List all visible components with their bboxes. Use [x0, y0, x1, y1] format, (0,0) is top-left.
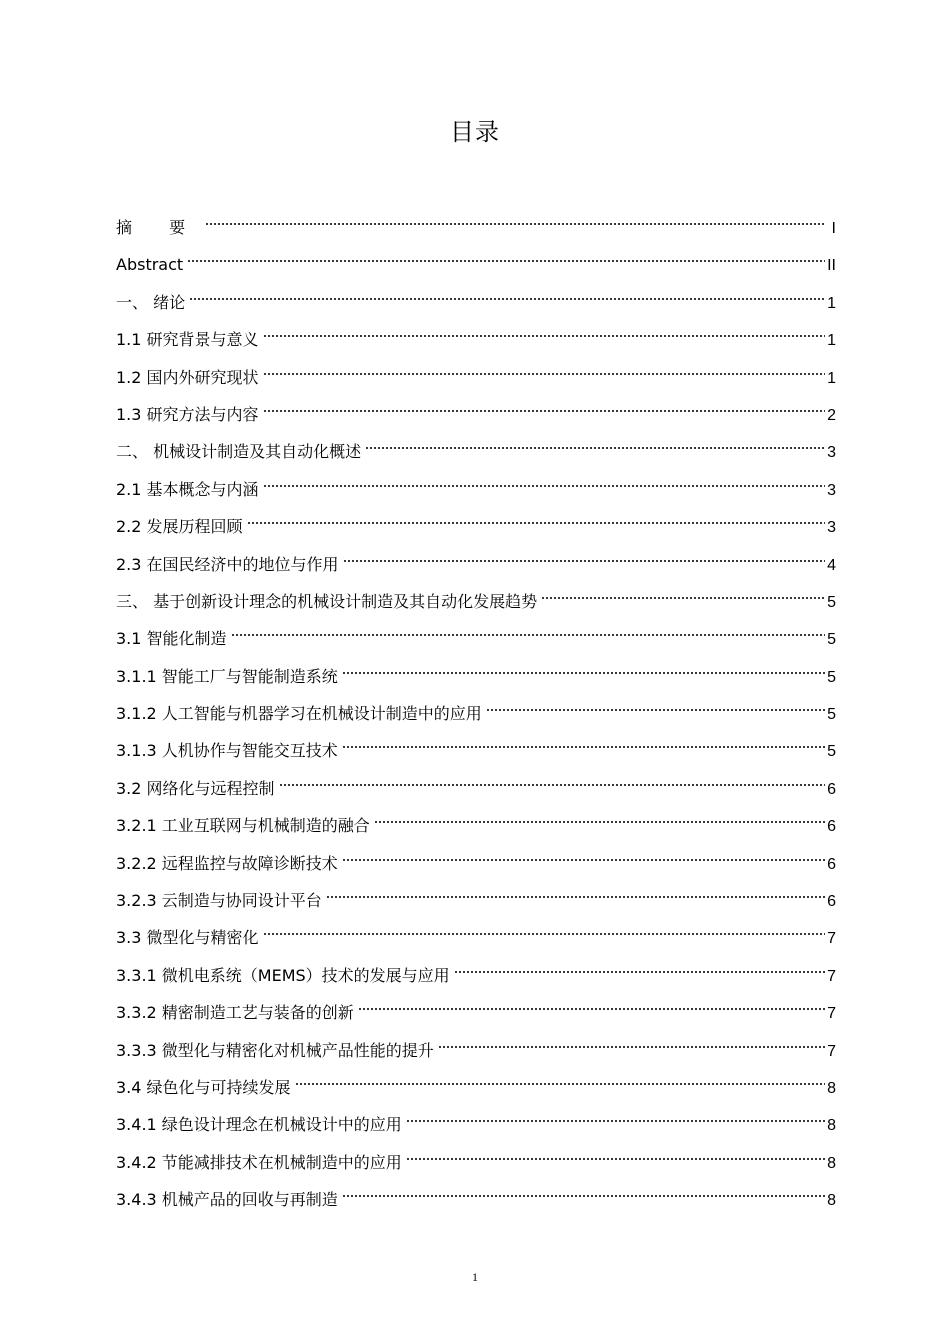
toc-entry[interactable] — [116, 957, 836, 994]
toc-entry-label: 3.2 网络化与远程控制 — [116, 778, 275, 798]
toc-entry-label: 1.3 研究方法与内容 — [116, 404, 259, 424]
toc-leader-dots — [231, 630, 826, 640]
toc-leader-dots — [342, 742, 825, 752]
toc-leader-dots — [343, 556, 826, 566]
toc-entry-label: 3.1.2 人工智能与机器学习在机械设计制造中的应用 — [116, 704, 482, 724]
toc-entry-page: 8 — [827, 1154, 836, 1172]
toc-entry-page: 5 — [827, 743, 836, 761]
toc-entry-page: 8 — [827, 1079, 836, 1097]
toc-entry[interactable] — [116, 770, 836, 807]
page-number: 1 — [472, 1270, 478, 1284]
toc-entry[interactable] — [116, 1106, 836, 1143]
toc-entry[interactable] — [116, 1181, 836, 1218]
toc-leader-dots — [263, 369, 826, 379]
toc-leader-dots — [263, 331, 826, 341]
toc-entry-label: 一、 绪论 — [116, 292, 186, 312]
toc-entry-label: 3.3.3 微型化与精密化对机械产品性能的提升 — [116, 1040, 434, 1060]
toc-entry-page: 5 — [827, 593, 836, 611]
toc-entry[interactable] — [116, 658, 836, 695]
toc-entry-label: 1.2 国内外研究现状 — [116, 367, 259, 387]
toc-leader-dots — [326, 892, 825, 902]
toc-entry-page: 1 — [827, 332, 836, 350]
toc-entry-page: 7 — [827, 930, 836, 948]
toc-entry[interactable] — [116, 620, 836, 657]
toc-entry-page: 8 — [827, 1192, 836, 1210]
toc-entry[interactable] — [116, 919, 836, 956]
toc-entry-page: 3 — [827, 519, 836, 537]
toc-leader-dots — [263, 929, 826, 939]
toc-entry[interactable] — [116, 807, 836, 844]
toc-leader-dots — [263, 481, 826, 491]
toc-entry[interactable] — [116, 433, 836, 470]
toc-entry[interactable] — [116, 1144, 836, 1181]
toc-entry-page: II — [827, 257, 836, 275]
toc-entry-page: 6 — [827, 818, 836, 836]
toc-entry[interactable] — [116, 359, 836, 396]
toc-entry-label: 2.2 发展历程回顾 — [116, 517, 243, 537]
toc-leader-dots — [541, 593, 825, 603]
toc-entry-page: 6 — [827, 893, 836, 911]
toc-entry-label: 三、 基于创新设计理念的机械设计制造及其自动化发展趋势 — [116, 591, 538, 611]
toc-leader-dots — [263, 406, 826, 416]
toc-entry-page: 4 — [827, 556, 836, 574]
toc-entry-label: 3.2.3 云制造与协同设计平台 — [116, 891, 322, 911]
toc-entry[interactable] — [116, 546, 836, 583]
toc-leader-dots — [438, 1042, 825, 1052]
toc-entry-label: 3.4 绿色化与可持续发展 — [116, 1077, 291, 1097]
toc-entry-label: 摘 要 — [116, 218, 202, 237]
toc-entry-page: 8 — [827, 1117, 836, 1135]
toc-entry-page: I — [831, 220, 836, 237]
toc-leader-dots — [247, 518, 826, 528]
toc-entry-page: 3 — [827, 481, 836, 499]
toc-leader-dots — [295, 1079, 826, 1089]
toc-leader-dots — [342, 855, 825, 865]
toc-entry-page: 5 — [827, 631, 836, 649]
toc-leader-dots — [279, 780, 826, 790]
toc-leader-dots — [486, 705, 825, 715]
toc-entry-label: 3.1.3 人机协作与智能交互技术 — [116, 741, 338, 761]
toc-entry-label: 3.1 智能化制造 — [116, 629, 227, 649]
toc-entry-label: 3.4.3 机械产品的回收与再制造 — [116, 1190, 338, 1210]
toc-entry-label: 2.1 基本概念与内涵 — [116, 479, 259, 499]
toc-entry[interactable] — [116, 845, 836, 882]
toc-entry[interactable] — [116, 1069, 836, 1106]
toc-entry-label: 二、 机械设计制造及其自动化概述 — [116, 442, 362, 462]
toc-entry-label: 3.4.1 绿色设计理念在机械设计中的应用 — [116, 1115, 402, 1135]
toc-entry[interactable] — [116, 209, 836, 246]
toc-entry-label: 2.3 在国民经济中的地位与作用 — [116, 554, 339, 574]
toc-leader-dots — [374, 817, 825, 827]
toc-entry[interactable] — [116, 246, 836, 283]
toc-entry[interactable] — [116, 882, 836, 919]
toc-entry-page: 1 — [827, 294, 836, 312]
toc-entry[interactable] — [116, 321, 836, 358]
toc-entry-page: 5 — [827, 706, 836, 724]
toc-entry[interactable] — [116, 284, 836, 321]
toc-entry[interactable] — [116, 695, 836, 732]
toc-entry-page: 1 — [827, 369, 836, 387]
toc-entry[interactable] — [116, 583, 836, 620]
toc-entry-page: 7 — [827, 1005, 836, 1023]
toc-entry-label: 3.2.2 远程监控与故障诊断技术 — [116, 853, 338, 873]
toc-entry-page: 6 — [827, 780, 836, 798]
toc-entry-label: 3.3.1 微机电系统（MEMS）技术的发展与应用 — [116, 965, 450, 985]
toc-leader-dots — [454, 967, 825, 977]
toc-entry-page: 7 — [827, 967, 836, 985]
toc-entry-label: 3.2.1 工业互联网与机械制造的融合 — [116, 816, 370, 836]
toc-leader-dots — [342, 1191, 825, 1201]
toc-entry-page: 3 — [827, 444, 836, 462]
toc-leader-dots — [365, 443, 825, 453]
toc-leader-dots — [358, 1004, 825, 1014]
toc-entry[interactable] — [116, 732, 836, 769]
toc-entry-page: 5 — [827, 668, 836, 686]
toc-leader-dots — [189, 294, 825, 304]
toc-entry-label: 3.4.2 节能减排技术在机械制造中的应用 — [116, 1152, 402, 1172]
toc-entry-label: 1.1 研究背景与意义 — [116, 330, 259, 350]
toc-entry-page: 2 — [827, 406, 836, 424]
toc-leader-dots — [406, 1154, 825, 1164]
toc-leader-dots — [187, 256, 825, 266]
page-title: 目录 — [450, 118, 500, 146]
toc-entry-page: 7 — [827, 1042, 836, 1060]
toc-entry[interactable] — [116, 396, 836, 433]
table-of-contents — [116, 209, 836, 1219]
toc-entry-label: 3.3.2 精密制造工艺与装备的创新 — [116, 1003, 354, 1023]
toc-entry[interactable] — [116, 471, 836, 508]
toc-entry[interactable] — [116, 1032, 836, 1069]
toc-entry[interactable] — [116, 508, 836, 545]
toc-entry[interactable] — [116, 994, 836, 1031]
toc-entry-label: 3.3 微型化与精密化 — [116, 928, 259, 948]
toc-leader-dots — [406, 1116, 825, 1126]
toc-leader-dots — [205, 219, 826, 229]
toc-entry-label: 3.1.1 智能工厂与智能制造系统 — [116, 666, 338, 686]
toc-leader-dots — [342, 668, 825, 678]
toc-entry-page: 6 — [827, 855, 836, 873]
toc-entry-label: Abstract — [116, 255, 184, 275]
